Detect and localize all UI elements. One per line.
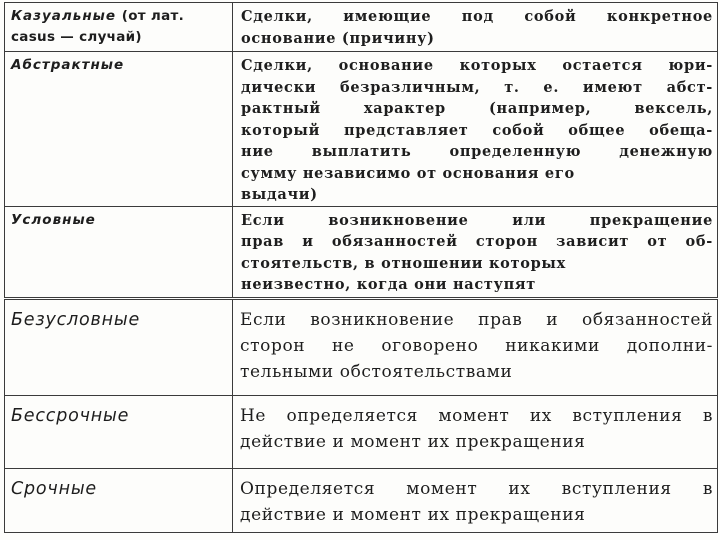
- term-casual: Казуальные: [11, 8, 117, 24]
- desc-line: Не определяется момент их вступления в: [240, 406, 713, 426]
- desc-line: Сделки, основание которых остается юри-: [241, 57, 713, 74]
- table-row: [5, 469, 718, 533]
- table-row: [5, 3, 718, 52]
- desc-line: тельными обстоятельствами: [240, 362, 513, 382]
- desc-line: прав и обязанностей сторон зависит от об-: [241, 233, 713, 250]
- description-cell: [233, 3, 718, 52]
- term-unconditional: Безусловные: [11, 310, 141, 330]
- desc-line: сумму независимо от основания его: [241, 164, 575, 182]
- desc-line: неизвестно, когда они наступят: [241, 276, 536, 293]
- term-cell: [5, 396, 233, 469]
- desc-line: выдачи): [241, 186, 318, 203]
- desc-line: действие и момент их прекращения: [240, 505, 586, 525]
- term-conditional: Условные: [11, 211, 96, 228]
- term-cell: [5, 3, 233, 52]
- table-row: [5, 206, 718, 297]
- term-fixed-term: Срочные: [11, 479, 97, 499]
- table-row: [5, 52, 718, 207]
- desc-line: Определяется момент их вступления в: [240, 479, 713, 499]
- desc-line: стоятельств, в отношении которых: [241, 254, 567, 272]
- desc-line: Если возникновение прав и обязанностей: [240, 310, 713, 330]
- term-etymology-2: casus — случай): [11, 29, 142, 45]
- desc-line: Сделки, имеющие под собой конкретное: [241, 8, 713, 25]
- desc-line: основание (причину): [241, 29, 435, 47]
- table-row: [5, 396, 718, 469]
- description-cell: [233, 52, 718, 207]
- desc-line: сторон не оговорено никакими дополни-: [240, 336, 713, 356]
- desc-line: который представляет собой общее обеща-: [241, 121, 713, 139]
- desc-line: ние выплатить определенную денежную: [241, 143, 713, 160]
- term-abstract: Абстрактные: [11, 57, 125, 73]
- term-cell: [5, 300, 233, 396]
- desc-line: действие и момент их прекращения: [240, 432, 586, 452]
- term-cell: [5, 469, 233, 533]
- desc-line: Если возникновение или прекращение: [241, 211, 713, 229]
- desc-line: рактный характер (например, вексель,: [241, 100, 713, 117]
- deal-types-table-upper: [4, 2, 718, 298]
- table-row: [5, 300, 718, 396]
- description-cell: [233, 469, 718, 533]
- description-cell: [233, 206, 718, 297]
- term-cell: [5, 206, 233, 297]
- deal-types-table-lower: [4, 299, 718, 533]
- desc-line: дически безразличным, т. е. имеют абст-: [241, 78, 713, 96]
- description-cell: [233, 300, 718, 396]
- description-cell: [233, 396, 718, 469]
- term-cell: [5, 52, 233, 207]
- term-indefinite: Бессрочные: [11, 406, 130, 426]
- term-etymology-1: (от лат.: [121, 8, 185, 24]
